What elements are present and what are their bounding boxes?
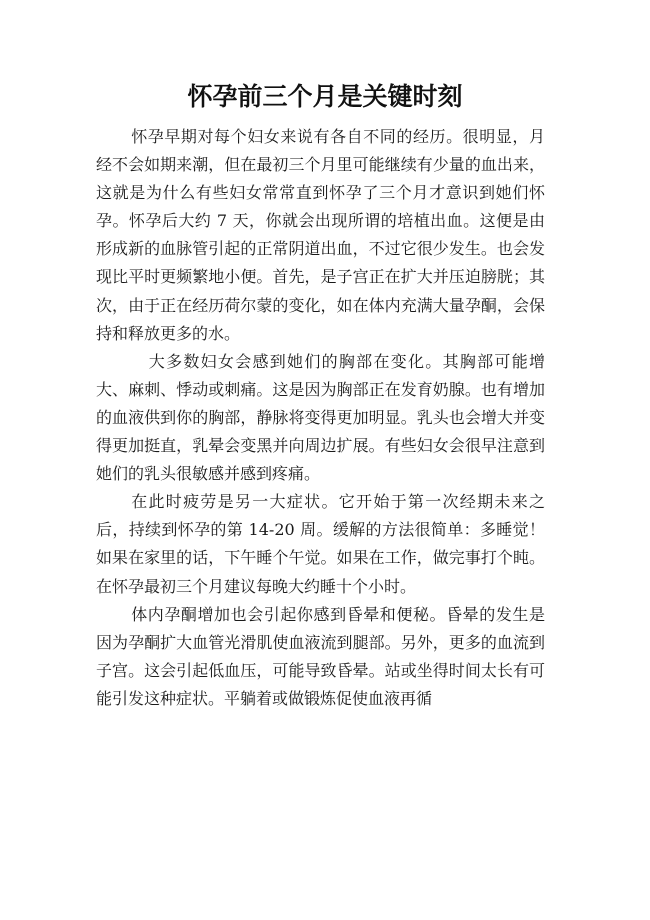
paragraph-early-pregnancy: 怀孕早期对每个妇女来说有各自不同的经历。很明显，月经不会如期来潮，但在最初三个月里可能继续有少量的血出来，这就是为什么有些妇女常常直到怀孕了三个月才意识到她们怀孕。怀孕后大约 7 天，你就会出现所谓的培植出血。这便是由形成新的血脉管引起的正常阴道出血，不过它很少发生。也会发现比平时更频繁地小便。首先，是子宫正在扩大并压迫膀胱；其次，由于正在经历荷尔蒙的变化，如在体内充满大量孕酮，会保持和释放更多的水。	[96, 127, 545, 343]
paragraph-breast-changes: 大多数妇女会感到她们的胸部在变化。其胸部可能增大、麻刺、悸动或刺痛。这是因为胸部正在发育奶腺。也有增加的血液供到你的胸部，静脉将变得更加明显。乳头也会增大并变得更加挺直，乳晕会变黑并向周边扩展。有些妇女会很早注意到她们的乳头很敏感并感到疼痛。	[96, 351, 545, 484]
document-body	[96, 123, 545, 713]
document-title: 怀孕前三个月是关键时刻	[187, 82, 463, 111]
paragraph-dizziness: 体内孕酮增加也会引起你感到昏晕和便秘。昏晕的发生是因为孕酮扩大血管光滑肌使血液流到腿部。另外，更多的血流到子宫。这会引起低血压，可能导致昏晕。站或坐得时间太长有可能引发这种症状。平躺着或做锻炼促使血液再循	[96, 604, 545, 708]
paragraph-fatigue: 在此时疲劳是另一大症状。它开始于第一次经期未来之后，持续到怀孕的第 14-20 周。缓解的方法很简单：多睡觉！如果在家里的话，下午睡个午觉。如果在工作，做完事打个盹。在怀孕最初三个月建议每晚大约睡十个小时。	[96, 492, 545, 596]
